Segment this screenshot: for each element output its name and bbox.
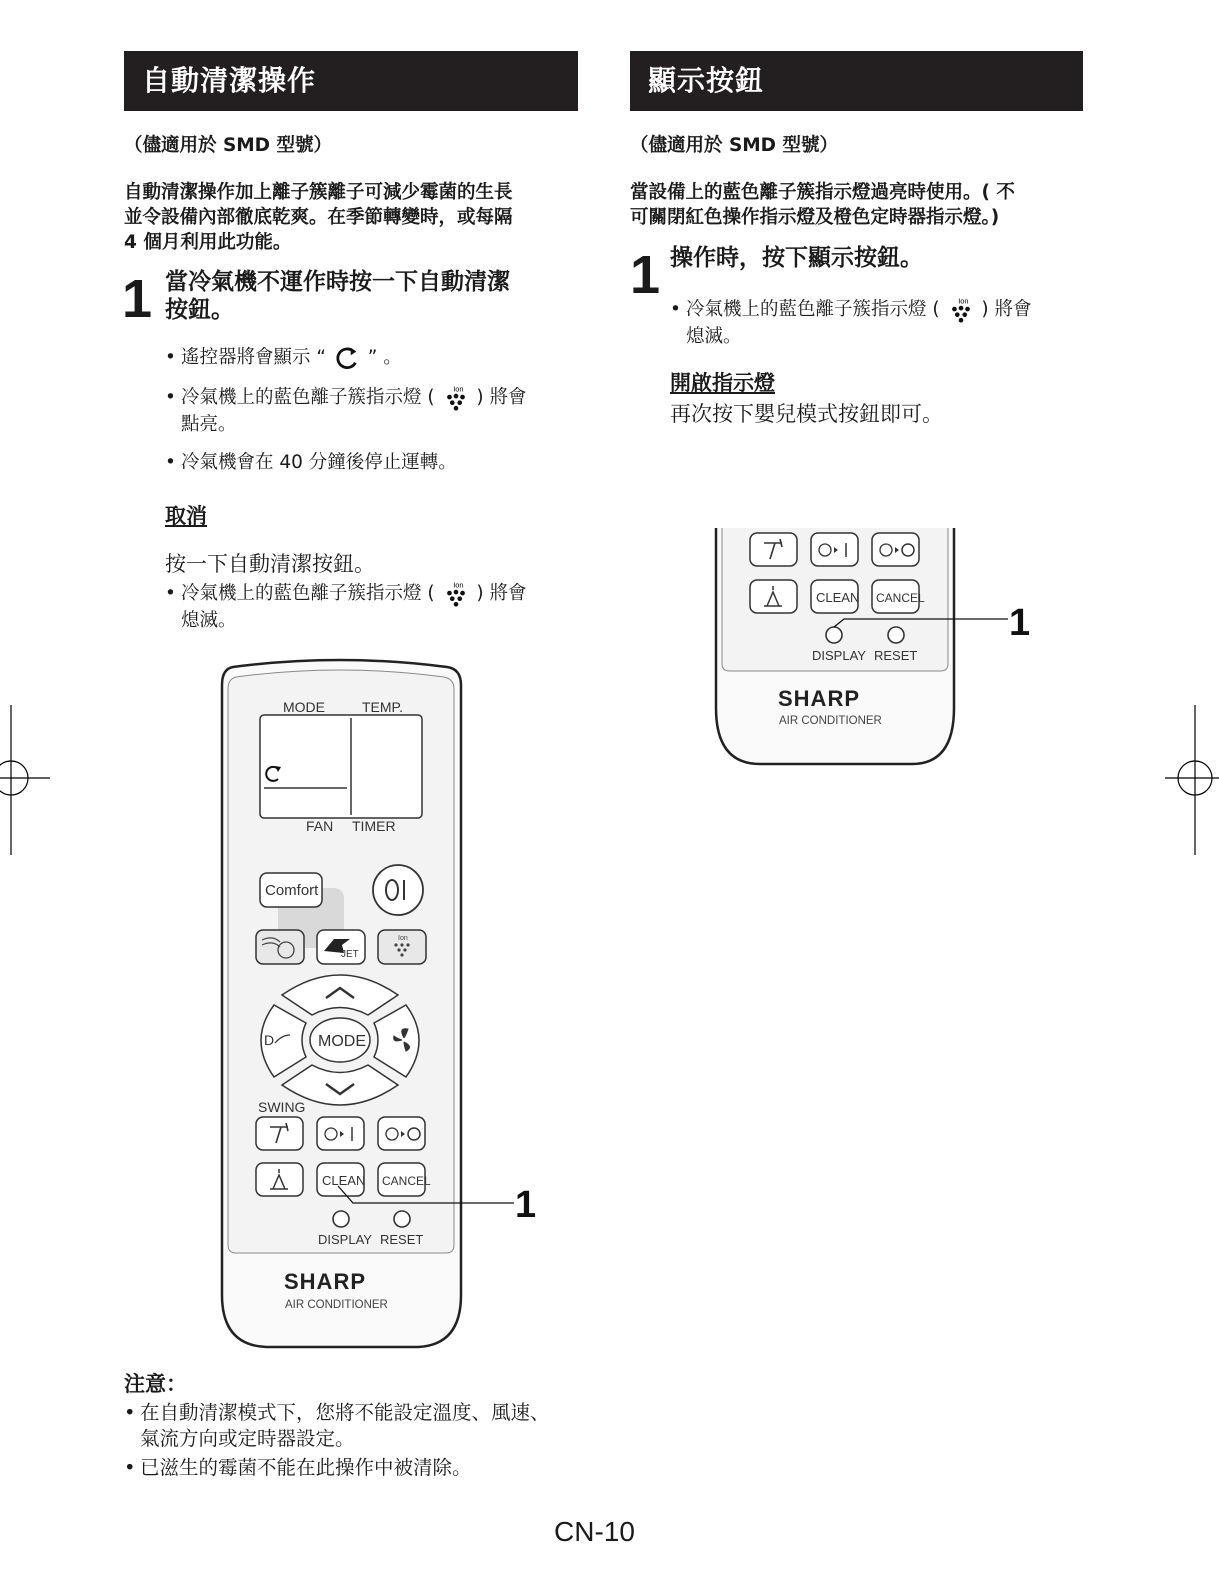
- indicator-on-heading: 開啟指示燈: [670, 371, 775, 395]
- callout-number: 1: [1009, 602, 1031, 644]
- bullet-remote-display: • 遙控器將會顯示 “ ” 。: [165, 344, 601, 372]
- clean-label: CLEAN: [322, 1173, 366, 1188]
- remote-control-partial-illustration: [712, 528, 1042, 768]
- step-line: 當冷氣機不運作時按一下自動清潔: [165, 269, 510, 295]
- note-bullet: • 在自動清潔模式下，您將不能設定溫度、風速、 氣流方向或定時器設定。: [124, 1401, 550, 1450]
- reset-button[interactable]: [394, 1211, 410, 1227]
- bullet-auto-stop: • 冷氣機會在 40 分鐘後停止運轉。: [165, 452, 457, 473]
- clean-label: CLEAN: [816, 590, 860, 605]
- note-heading: 注意：: [124, 1372, 187, 1396]
- page-number: CN-10: [554, 1516, 635, 1547]
- auto-clean-icon: [332, 344, 362, 372]
- self-clean-button[interactable]: [750, 580, 797, 613]
- self-clean-button[interactable]: [256, 1163, 303, 1196]
- reset-label: RESET: [380, 1232, 424, 1247]
- section-header-display: 顯示按鈕: [630, 51, 1083, 111]
- cancel-heading: 取消: [165, 504, 207, 528]
- step-line: 按鈕。: [165, 297, 234, 323]
- step-number: 1: [630, 245, 661, 305]
- comfort-label: Comfort: [265, 882, 319, 899]
- mode-button-label: MODE: [318, 1033, 366, 1050]
- ion-label: Ion: [398, 935, 408, 942]
- crop-mark-right: [1165, 700, 1219, 860]
- intro-line: 並令設備內部徹底乾爽。在季節轉變時，或每隔: [124, 207, 513, 228]
- note-bullet: • 已滋生的霉菌不能在此操作中被清除。: [124, 1456, 472, 1479]
- step-instruction: [165, 268, 585, 324]
- svg-text:Ion: Ion: [452, 580, 464, 590]
- reset-label: RESET: [874, 648, 918, 663]
- applicability-note: （儘適用於 SMD 型號）: [124, 135, 332, 156]
- indicator-on-text: 再次按下嬰兒模式按鈕即可。: [670, 402, 943, 426]
- lcd-timer-label: TIMER: [352, 818, 396, 834]
- svg-text:Ion: Ion: [452, 384, 464, 394]
- intro-line: 當設備上的藍色離子簇指示燈過亮時使用。( 不: [630, 182, 1015, 203]
- display-label: DISPLAY: [318, 1232, 372, 1247]
- svg-text:D: D: [264, 1032, 275, 1048]
- brand-logo: SHARP: [778, 686, 861, 711]
- callout-number: 1: [515, 1184, 537, 1226]
- lcd-temp-label: TEMP.: [362, 699, 403, 715]
- ion-cluster-icon: [946, 296, 976, 324]
- cancel-label: CANCEL: [382, 1174, 431, 1188]
- reset-button[interactable]: [888, 627, 904, 643]
- cancel-text: 按一下自動清潔按鈕。: [165, 552, 375, 576]
- step-number: 1: [122, 269, 153, 329]
- applicability-note: （儘適用於 SMD 型號）: [630, 135, 838, 156]
- crop-mark-left: [0, 700, 50, 860]
- display-button[interactable]: [826, 627, 842, 643]
- section-header-auto-clean: 自動清潔操作: [124, 51, 578, 111]
- intro-paragraph: [630, 180, 1090, 230]
- intro-line: 可關閉紅色操作指示燈及橙色定時器指示燈。): [630, 207, 1000, 228]
- lcd-mode-label: MODE: [283, 699, 325, 715]
- intro-line: 自動清潔操作加上離子簇離子可減少霉菌的生長: [124, 182, 513, 203]
- brand-subtitle: AIR CONDITIONER: [285, 1299, 388, 1311]
- lcd-fan-label: FAN: [306, 818, 334, 834]
- jet-label: JET: [341, 949, 359, 960]
- brand-logo: SHARP: [284, 1269, 367, 1294]
- svg-text:Ion: Ion: [957, 296, 969, 306]
- brand-subtitle: AIR CONDITIONER: [779, 715, 882, 727]
- bullet-ion-light-off: • 冷氣機上的藍色離子簇指示燈 ( Ion ) 將會 熄滅。: [670, 296, 1032, 347]
- ion-cluster-icon: [441, 580, 471, 608]
- ion-cluster-icon: [441, 384, 471, 412]
- step-instruction: 操作時，按下顯示按鈕。: [670, 245, 923, 271]
- remote-control-illustration: [218, 655, 563, 1355]
- cancel-label: CANCEL: [876, 591, 925, 605]
- display-button[interactable]: [333, 1211, 349, 1227]
- bullet-ion-light-off: • 冷氣機上的藍色離子簇指示燈 ( Ion ) 將會 熄滅。: [165, 580, 527, 631]
- swing-label: SWING: [258, 1099, 306, 1115]
- intro-paragraph: [124, 180, 584, 255]
- intro-line: 4 個月利用此功能。: [124, 232, 292, 253]
- bullet-ion-light-on: • 冷氣機上的藍色離子簇指示燈 ( Ion ) 將會 點亮。: [165, 384, 527, 435]
- display-label: DISPLAY: [812, 648, 866, 663]
